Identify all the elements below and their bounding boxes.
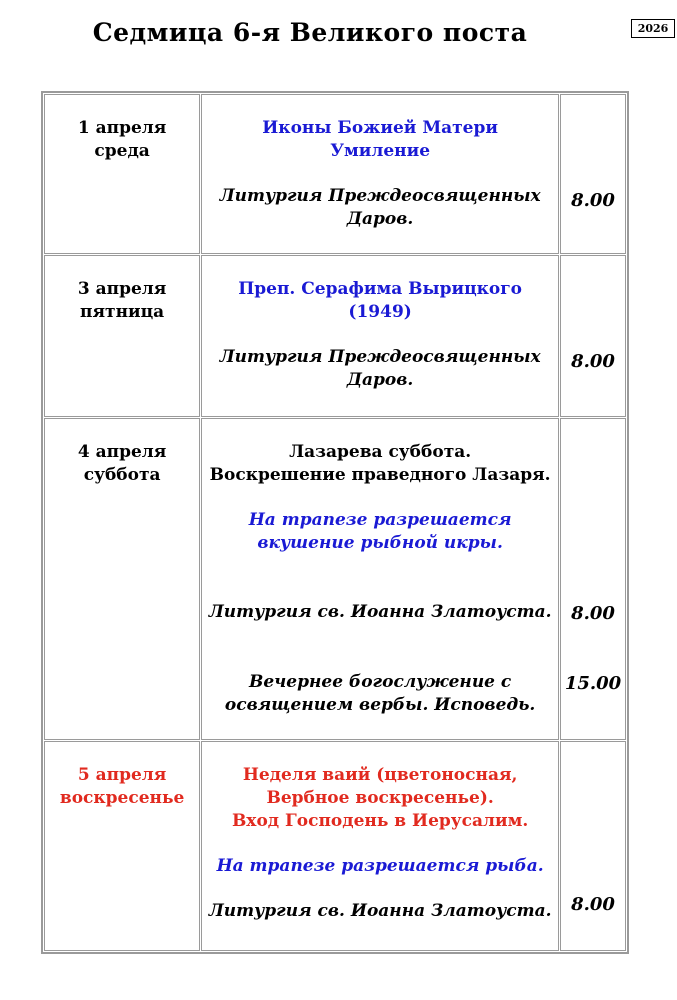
table-row <box>44 741 626 951</box>
fasting-note: вкушение рыбной икры. <box>257 533 503 553</box>
fasting-note: На трапезе разрешается <box>248 510 512 530</box>
year-badge: 2026 <box>631 19 675 38</box>
date: 5 апреля <box>77 765 167 785</box>
date: 4 апреля <box>77 442 167 462</box>
table-row <box>44 418 626 740</box>
description-cell <box>201 418 559 740</box>
service-time: 8.00 <box>571 190 615 211</box>
time-cell <box>560 255 626 417</box>
description-cell <box>201 94 559 254</box>
service-line: Даров. <box>346 209 414 229</box>
feast-line: Лазарева суббота. <box>289 442 472 462</box>
date-cell <box>44 255 200 417</box>
fasting-note: На трапезе разрешается рыба. <box>216 856 544 876</box>
service-time: 8.00 <box>571 351 615 372</box>
time-cell <box>560 418 626 740</box>
weekday: суббота <box>83 465 161 485</box>
service-line: освящением вербы. Исповедь. <box>224 695 536 715</box>
service-line: Литургия св. Иоанна Златоуста. <box>208 901 552 921</box>
date-cell <box>44 741 200 951</box>
time-cell <box>560 741 626 951</box>
table-row <box>44 255 626 417</box>
feast-line: Вербное воскресенье). <box>266 788 494 808</box>
date-cell <box>44 94 200 254</box>
date-cell <box>44 418 200 740</box>
date: 3 апреля <box>77 279 167 299</box>
service-time: 8.00 <box>571 894 615 915</box>
date: 1 апреля <box>77 118 167 138</box>
description-cell <box>201 741 559 951</box>
schedule-table <box>41 91 629 954</box>
feast-line: Вход Господень в Иерусалим. <box>231 811 529 831</box>
feast-line: (1949) <box>348 302 412 322</box>
service-line: Даров. <box>346 370 414 390</box>
service-time: 15.00 <box>564 673 622 694</box>
service-line: Вечернее богослужение с <box>248 672 512 692</box>
table-row <box>44 94 626 254</box>
description-cell <box>201 255 559 417</box>
page-title: Седмица 6-я Великого поста <box>92 18 528 47</box>
feast-line: Преп. Серафима Вырицкого <box>238 279 522 299</box>
service-line: Литургия Преждеосвященных <box>219 186 541 206</box>
service-time: 8.00 <box>571 603 615 624</box>
service-line: Литургия св. Иоанна Златоуста. <box>208 602 552 622</box>
weekday: среда <box>94 141 150 161</box>
time-cell <box>560 94 626 254</box>
weekday: воскресенье <box>59 788 185 808</box>
feast-line: Умиление <box>330 141 431 161</box>
feast-line: Иконы Божией Матери <box>262 118 498 138</box>
weekday: пятница <box>80 302 165 322</box>
feast-line: Воскрешение праведного Лазаря. <box>209 465 551 485</box>
service-line: Литургия Преждеосвященных <box>219 347 541 367</box>
feast-line: Неделя ваий (цветоносная, <box>242 765 518 785</box>
